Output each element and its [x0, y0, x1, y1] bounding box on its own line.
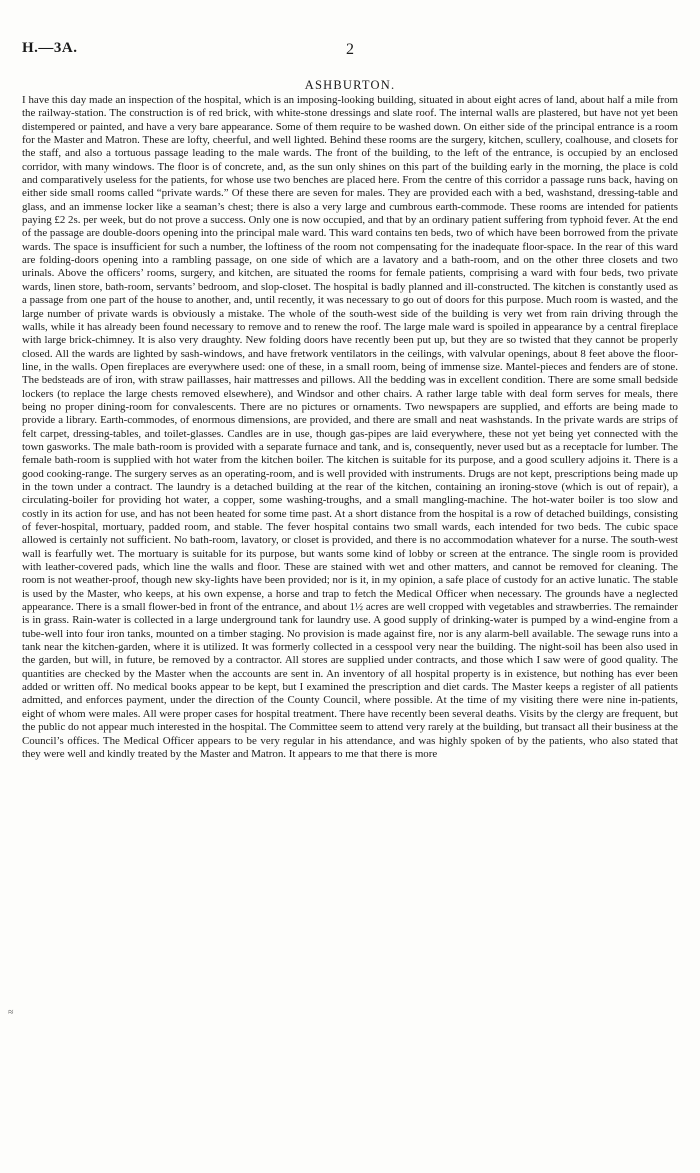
page-number: 2: [346, 41, 354, 58]
margin-mark: ≈: [8, 1007, 14, 1018]
report-body-text: I have this day made an inspection of the hospital, which is an imposing-looking building, situated in about eight acres of land, about half a mile from the railway-station. The construction is of red brick, with white-stone dressings and slate roof. The internal walls are plastered, but have not yet been distempered or painted, and have a very bare appearance. Some of them require to be washed down. On either side of the principal entrance is a room for the Master and Matron. These are lofty, cheerful, and well lighted. Behind these rooms are the surgery, kitchen, scullery, coalhouse, and closets for the staff, and also a tortuous passage leading to the male wards. The front of the building, to the left of the entrance, is occupied by an enclosed corridor, with many windows. The floor is of concrete, and, as the sun only shines on this part of the building early in the morning, the place is cold and comparatively useless for the patients, for whose use two benches are placed here. From the centre of this corridor a passage runs back, having on either side small rooms called “private wards.” Of these there are seven for males. They are provided each with a bed, washstand, dressing-table and glass, and an immense locker like a seaman’s chest; there is also a very large and cumbrous earth-commode. These rooms are intended for patients paying £2 2s. per week, but do not prove a success. Only one is now occupied, and that by an ordinary patient suffering from typhoid fever. At the end of the passage are double-doors opening into the principal male ward. This ward contains ten beds, two of which have been borrowed from the private wards. The space is insufficient for such a number, the loftiness of the room not compensating for the inadequate floor-space. In the rear of this ward are folding-doors opening into a rambling passage, on one side of which are a lavatory and a bath-room, and on the other three closets and two urinals. Above the officers’ rooms, surgery, and kitchen, are situated the rooms for female patients, comprising a ward with four beds, two private wards, linen store, bath-room, servants’ bedroom, and slop-closet. The hospital is badly planned and ill-constructed. The kitchen is constantly used as a passage from one part of the house to another, and, until recently, it was necessary to go out of doors for this purpose. Much room is wasted, and the large number of private wards is obviously a mistake. The whole of the south-west side of the building is very wet from rain driving through the walls, while it has already been found necessary to remove and to renew the roof. The large male ward is spoiled in appearance by a central fireplace with large brick-chimney. It is also very draughty. New folding doors have recently been put up, but they are so twisted that they cannot be properly closed. All the wards are lighted by sash-windows, and have fretwork ventilators in the ceilings, with valvular openings, about 8 feet above the floor-line, in the walls. Open fireplaces are everywhere used: one of these, in a small room, being of immense size. Mantel-pieces and fenders are of stone. The bedsteads are of iron, with straw paillasses, hair mattresses and pillows. All the bedding was in excellent condition. There are some small bedside lockers (to replace the large chests removed elsewhere), and Windsor and other chairs. A rather large table with deal form serves for meals, there being no proper dining-room for convalescents. There are no pictures or ornaments. Two newspapers are supplied, and efforts are being made to provide a library. Earth-commodes, of enormous dimensions, are provided, and there are small and neat washstands. In the private wards are strips of felt carpet, dressing-tables, and toilet-glasses. Candles are in use, though gas-pipes are laid everywhere, these not yet being yet connected with the town gasworks. The male bath-room is provided with a separate furnace and tank, and is, consequently, never used but as a receptacle for lumber. The female bath-room is supplied with hot water from the kitchen boiler. The kitchen is suitable for its purpose, and a good scullery adjoins it. There is a good cooking-range. The surgery serves as an operating-room, and is well provided with instruments. Drugs are not kept, prescriptions being made up in the town under a contract. The laundry is a detached building at the rear of the kitchen, containing an ironing-stove (which is out of repair), a circulating-boiler for providing hot water, a copper, some washing-troughs, and a small mangling-machine. The hot-water boiler is too slow and costly in its action for use, and has not been heated for some time past. At a short distance from the hospital is a row of detached buildings, consisting of fever-hospital, mortuary, padded room, and stable. The fever hospital contains two small wards, each intended for two beds. The cubic space allowed is certainly not sufficient. No bath-room, lavatory, or closet is provided, and there is no accommodation whatever for a nurse. The south-west wall is fearfully wet. The mortuary is suitable for its purpose, but wants some kind of lobby or screen at the entrance. The single room is provided with leather-covered pads, which line the walls and floor. These are stained with wet and other matters, and cannot be removed for cleaning. The room is not weather-proof, though new sky-lights have been provided; nor is it, in my opinion, a safe place of custody for an active lunatic. The stable is used by the Master, who keeps, at his own expense, a horse and trap to fetch the Medical Officer when necessary. The grounds have a neglected appearance. There is a small flower-bed in front of the entrance, and about 1½ acres are well cropped with vegetables and strawberries. The remainder is in grass. Rain-water is collected in a large underground tank for laundry use. A good supply of drinking-water is pumped by a wind-engine from a tube-well into four iron tanks, mounted on a timber staging. No provision is made against fire, nor is any alarm-bell available. The sewage runs into a tank near the kitchen-garden, where it is utilized. It was formerly collected in a cesspool very near the building. The night-soil has been also used in the garden, but will, in future, be removed by a contractor. All stores are supplied under contracts, and those which I saw were of good quality. The quantities are checked by the Master when the accounts are sent in. An inventory of all hospital property is in existence, but nothing has ever been added or written off. No medical books appear to be kept, but I examined the prescription and diet cards. The Master keeps a register of all patients admitted, and enforces payment, under the direction of the County Council, where possible. At the time of my visiting there were nine in-patients, eight of whom were males. All were proper cases for hospital treatment. There have recently been several deaths. Visits by the clergy are frequent, but the public do not appear much interested in the hospital. The Committee seem to attend very rarely at the building, but transact all their business at the Council’s offices. The Medical Officer appears to be very regular in his attendance, and was highly spoken of by the patients, who also stated that they were well and kindly treated by the Master and Matron. It appears to me that there is more: [22, 94, 678, 760]
section-heading: ASHBURTON.: [304, 78, 396, 92]
document-id: H.—3A.: [22, 40, 78, 56]
